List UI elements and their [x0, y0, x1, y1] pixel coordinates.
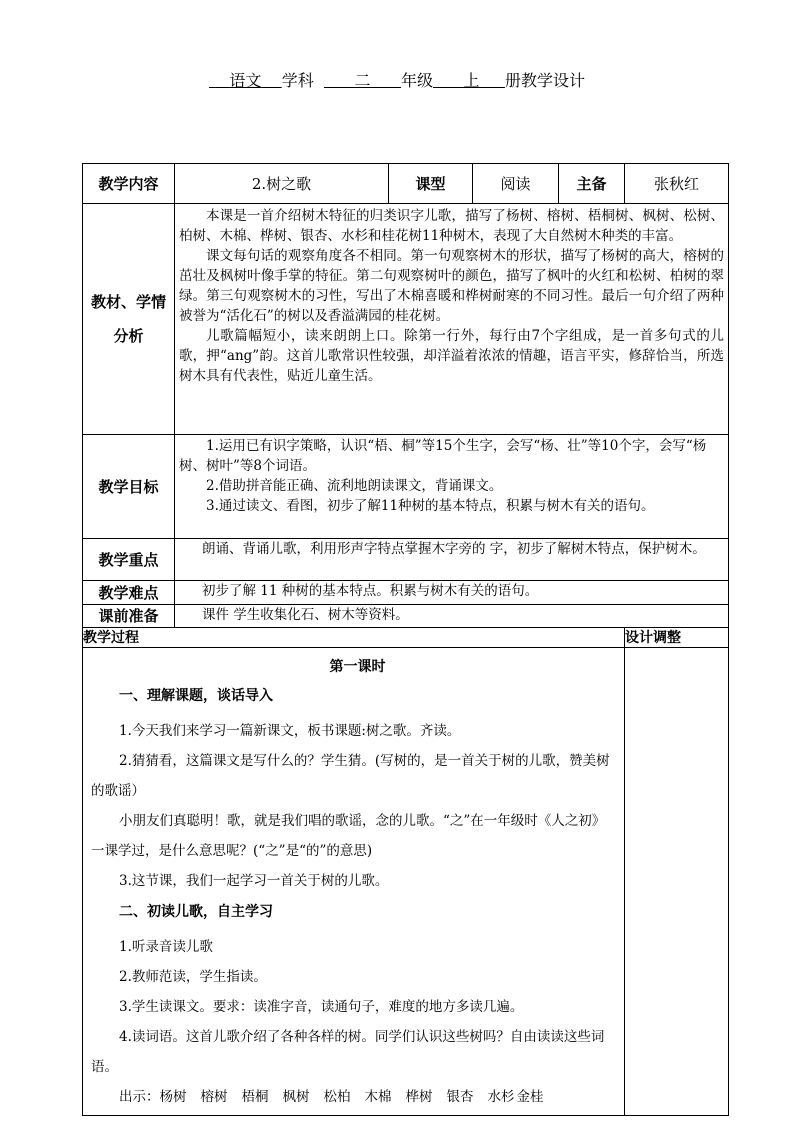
process-step: 4.读词语。这首儿歌介绍了各种各样的树。同学们认识这些树吗？自由读读这些词语。: [91, 1029, 605, 1075]
document-title: [0, 68, 794, 91]
difficulties-label: 教学难点: [83, 581, 175, 605]
goal-item: 1.运用已有识字策略，认识“梧、桐”等15个生字，会写“杨、壮”等10个字，会写“杨树、树叶”等8个词语。: [179, 438, 707, 474]
lesson-plan-table: [82, 163, 729, 1116]
word-item: 桦树: [405, 1089, 433, 1105]
process-step: 2.猜猜看，这篇课文是写什么的？学生猜。(写树的，是一首关于树的儿歌，赞美树的歌谣）: [91, 753, 610, 799]
word-item: 杨树: [159, 1089, 187, 1105]
process-step: 2.教师范读，学生指读。: [119, 969, 267, 985]
title-grade: 二: [354, 71, 371, 90]
key-points-row: [83, 539, 729, 581]
type-value: 阅读: [473, 164, 559, 204]
section-title: 二、初读儿歌，自主学习: [119, 904, 273, 920]
preparation-label: 课前准备: [83, 605, 175, 628]
key-points-text: 朗诵、背诵儿歌，利用形声字特点掌握木字旁的 字，初步了解树木特点，保护树木。: [175, 539, 729, 581]
process-step: 3.这节课，我们一起学习一首关于树的儿歌。: [119, 873, 389, 889]
lead-label: 主备: [559, 164, 625, 204]
analysis-paragraph: 课文每句话的观察角度各不相同。第一句观察树木的形状，描写了杨树的高大，榕树的茁壮及枫树叶像手掌的特征。第二句观察树叶的颜色，描写了枫叶的火红和松树、柏树的翠绿。第三句观察树木的习性，写出了木棉喜暖和桦树耐寒的不同习性。最后一句介绍了两种被誉为“活化石”的树以及香溢满园的桂花树。: [179, 248, 724, 324]
process-step: 1.今天我们来学习一篇新课文，板书课题:树之歌。齐读。: [119, 723, 461, 739]
analysis-label: 教材、学情 分析: [83, 204, 175, 435]
title-grade-suffix: 年级: [400, 71, 433, 90]
word-list: [91, 1082, 624, 1112]
process-step: 3.学生读课文。要求：读准字音，读通句子，难度的地方多读几遍。: [119, 999, 524, 1015]
analysis-content: [175, 204, 729, 435]
goals-row: [83, 435, 729, 539]
lesson-title: 第一课时: [329, 659, 386, 675]
process-body-row: [83, 648, 729, 1116]
goal-item: 3.通过读文、看图，初步了解11种树的基本特点，积累与树木有关的语句。: [206, 498, 655, 514]
process-step: 1.听录音读儿歌: [119, 939, 213, 955]
preparation-row: [83, 605, 729, 628]
word-item: 木棉: [364, 1089, 392, 1105]
title-subject: 语文: [229, 71, 262, 90]
process-step: 小朋友们真聪明！歌，就是我们唱的歌谣，念的儿歌。“之”在一年级时《人之初》一课学过，是什么意思呢？(“之”是“的”的意思): [91, 813, 606, 859]
word-item: 榕树: [200, 1089, 228, 1105]
analysis-row: [83, 204, 729, 435]
analysis-paragraph: 儿歌篇幅短小，读来朗朗上口。除第一行外，每行由7个字组成，是一首多句式的儿歌，押“ang”韵。这首儿歌常识性较强，却洋溢着浓浓的情趣，语言平实，修辞恰当，所选树木具有代表性，贴近儿童生活。: [179, 328, 724, 384]
process-content: [83, 648, 625, 1116]
content-value: 2.树之歌: [175, 164, 389, 204]
lead-value: 张秋红: [625, 164, 729, 204]
process-header-row: [83, 628, 729, 648]
type-label: 课型: [389, 164, 473, 204]
difficulties-row: [83, 581, 729, 605]
goal-item: 2.借助拼音能正确、流利地朗读课文，背诵课文。: [206, 478, 503, 494]
difficulties-text: 初步了解 11 种树的基本特点。积累与树木有关的语句。: [175, 581, 729, 605]
title-volume: 上: [463, 71, 480, 90]
goals-content: [175, 435, 729, 539]
word-item: 松柏: [323, 1089, 351, 1105]
content-label: 教学内容: [83, 164, 175, 204]
word-item: 银杏: [446, 1089, 474, 1105]
adjust-column: [625, 648, 729, 1116]
preparation-text: 课件 学生收集化石、树木等资料。: [175, 605, 729, 628]
info-row: [83, 164, 729, 204]
goals-label: 教学目标: [83, 435, 175, 539]
word-list-prefix: 出示：: [119, 1089, 160, 1105]
word-item: 水杉: [487, 1089, 515, 1105]
key-points-label: 教学重点: [83, 539, 175, 581]
adjust-label: 设计调整: [625, 628, 729, 648]
section-title: 一、理解课题，谈话导入: [119, 688, 273, 704]
title-volume-suffix: 册教学设计: [504, 71, 585, 90]
word-item: 金桂: [516, 1089, 544, 1105]
process-label: 教学过程: [83, 628, 625, 648]
word-item: 梧桐: [241, 1089, 269, 1105]
title-subject-suffix: 学科: [281, 71, 314, 90]
analysis-paragraph: 本课是一首介绍树木特征的归类识字儿歌，描写了杨树、榕树、梧桐树、枫树、松树、柏树、木棉、桦树、银杏、水杉和桂花树11种树木，表现了大自然树木种类的丰富。: [179, 208, 724, 244]
word-item: 枫树: [282, 1089, 310, 1105]
